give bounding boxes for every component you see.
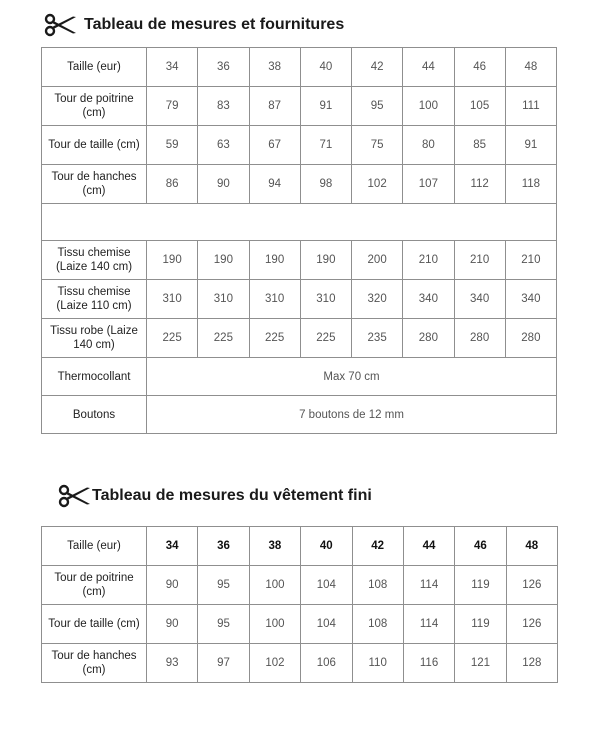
value-cell: 310 — [249, 280, 300, 319]
value-cell: 85 — [454, 126, 505, 165]
value-cell: 42 — [352, 48, 403, 87]
table-row — [42, 566, 558, 605]
value-cell: 95 — [198, 566, 249, 605]
value-cell: 48 — [506, 527, 557, 566]
value-cell: 34 — [147, 48, 198, 87]
row-label: Tour de taille (cm) — [42, 126, 147, 165]
value-cell: 44 — [403, 527, 454, 566]
spacer-row — [42, 204, 557, 241]
table-row — [42, 280, 557, 319]
value-cell: 118 — [505, 165, 556, 204]
table-row — [42, 358, 557, 396]
table-row — [42, 527, 558, 566]
value-cell: 38 — [249, 48, 300, 87]
value-cell: 93 — [147, 644, 198, 683]
value-cell: 340 — [505, 280, 556, 319]
value-cell: 114 — [403, 605, 454, 644]
value-cell: 310 — [198, 280, 249, 319]
value-cell: 200 — [352, 241, 403, 280]
value-cell: 91 — [505, 126, 556, 165]
row-label: Boutons — [42, 396, 147, 434]
section-title-finished-garment — [58, 484, 372, 508]
value-cell: 36 — [198, 527, 249, 566]
merged-value-cell: Max 70 cm — [147, 358, 557, 396]
value-cell: 34 — [147, 527, 198, 566]
value-cell: 210 — [403, 241, 454, 280]
value-cell: 340 — [454, 280, 505, 319]
value-cell: 119 — [455, 605, 506, 644]
value-cell: 98 — [300, 165, 351, 204]
value-cell: 280 — [454, 319, 505, 358]
row-label: Taille (eur) — [42, 527, 147, 566]
value-cell: 94 — [249, 165, 300, 204]
value-cell: 38 — [249, 527, 300, 566]
table-row — [42, 241, 557, 280]
table-row — [42, 396, 557, 434]
value-cell: 210 — [454, 241, 505, 280]
value-cell: 44 — [403, 48, 454, 87]
value-cell: 86 — [147, 165, 198, 204]
value-cell: 225 — [249, 319, 300, 358]
empty-cell — [42, 204, 557, 241]
row-label: Tour de hanches (cm) — [42, 644, 147, 683]
value-cell: 280 — [403, 319, 454, 358]
value-cell: 95 — [352, 87, 403, 126]
value-cell: 48 — [505, 48, 556, 87]
section-title-text: Tableau de mesures et fournitures — [84, 16, 345, 33]
row-label: Tissu robe (Laize 140 cm) — [42, 319, 147, 358]
value-cell: 110 — [352, 644, 403, 683]
value-cell: 112 — [454, 165, 505, 204]
value-cell: 63 — [198, 126, 249, 165]
row-label: Tour de taille (cm) — [42, 605, 147, 644]
value-cell: 111 — [505, 87, 556, 126]
value-cell: 114 — [403, 566, 454, 605]
value-cell: 320 — [352, 280, 403, 319]
value-cell: 83 — [198, 87, 249, 126]
scissors-icon — [44, 13, 78, 37]
value-cell: 225 — [198, 319, 249, 358]
value-cell: 59 — [147, 126, 198, 165]
value-cell: 100 — [403, 87, 454, 126]
value-cell: 280 — [505, 319, 556, 358]
value-cell: 75 — [352, 126, 403, 165]
value-cell: 225 — [300, 319, 351, 358]
value-cell: 40 — [300, 48, 351, 87]
value-cell: 90 — [147, 566, 198, 605]
value-cell: 104 — [301, 566, 352, 605]
table-row — [42, 48, 557, 87]
value-cell: 310 — [147, 280, 198, 319]
row-label: Tour de hanches (cm) — [42, 165, 147, 204]
row-label: Thermocollant — [42, 358, 147, 396]
table-row — [42, 644, 558, 683]
value-cell: 102 — [249, 644, 300, 683]
value-cell: 91 — [300, 87, 351, 126]
value-cell: 190 — [147, 241, 198, 280]
value-cell: 95 — [198, 605, 249, 644]
value-cell: 121 — [455, 644, 506, 683]
value-cell: 108 — [352, 566, 403, 605]
table-row — [42, 319, 557, 358]
value-cell: 106 — [301, 644, 352, 683]
section-title-text: Tableau de mesures du vêtement fini — [92, 487, 372, 504]
value-cell: 119 — [455, 566, 506, 605]
value-cell: 46 — [454, 48, 505, 87]
value-cell: 126 — [506, 566, 557, 605]
value-cell: 67 — [249, 126, 300, 165]
value-cell: 42 — [352, 527, 403, 566]
table-row — [42, 605, 558, 644]
scissors-icon — [58, 484, 92, 508]
value-cell: 40 — [301, 527, 352, 566]
supplies-table — [41, 47, 557, 434]
merged-value-cell: 7 boutons de 12 mm — [147, 396, 557, 434]
row-label: Tour de poitrine (cm) — [42, 566, 147, 605]
row-label: Tour de poitrine (cm) — [42, 87, 147, 126]
value-cell: 116 — [403, 644, 454, 683]
row-label: Tissu chemise (Laize 140 cm) — [42, 241, 147, 280]
value-cell: 90 — [147, 605, 198, 644]
value-cell: 87 — [249, 87, 300, 126]
value-cell: 102 — [352, 165, 403, 204]
section-title-supplies — [44, 13, 344, 37]
value-cell: 128 — [506, 644, 557, 683]
value-cell: 107 — [403, 165, 454, 204]
value-cell: 79 — [147, 87, 198, 126]
value-cell: 108 — [352, 605, 403, 644]
row-label: Tissu chemise (Laize 110 cm) — [42, 280, 147, 319]
value-cell: 190 — [198, 241, 249, 280]
value-cell: 105 — [454, 87, 505, 126]
value-cell: 80 — [403, 126, 454, 165]
value-cell: 190 — [249, 241, 300, 280]
value-cell: 235 — [352, 319, 403, 358]
value-cell: 210 — [505, 241, 556, 280]
value-cell: 340 — [403, 280, 454, 319]
value-cell: 126 — [506, 605, 557, 644]
row-label: Taille (eur) — [42, 48, 147, 87]
value-cell: 104 — [301, 605, 352, 644]
value-cell: 71 — [300, 126, 351, 165]
value-cell: 46 — [455, 527, 506, 566]
value-cell: 225 — [147, 319, 198, 358]
value-cell: 100 — [249, 605, 300, 644]
table-row — [42, 87, 557, 126]
value-cell: 100 — [249, 566, 300, 605]
value-cell: 90 — [198, 165, 249, 204]
value-cell: 36 — [198, 48, 249, 87]
value-cell: 310 — [300, 280, 351, 319]
finished-garment-table — [41, 526, 558, 683]
value-cell: 97 — [198, 644, 249, 683]
table-row — [42, 126, 557, 165]
value-cell: 190 — [300, 241, 351, 280]
table-row — [42, 165, 557, 204]
